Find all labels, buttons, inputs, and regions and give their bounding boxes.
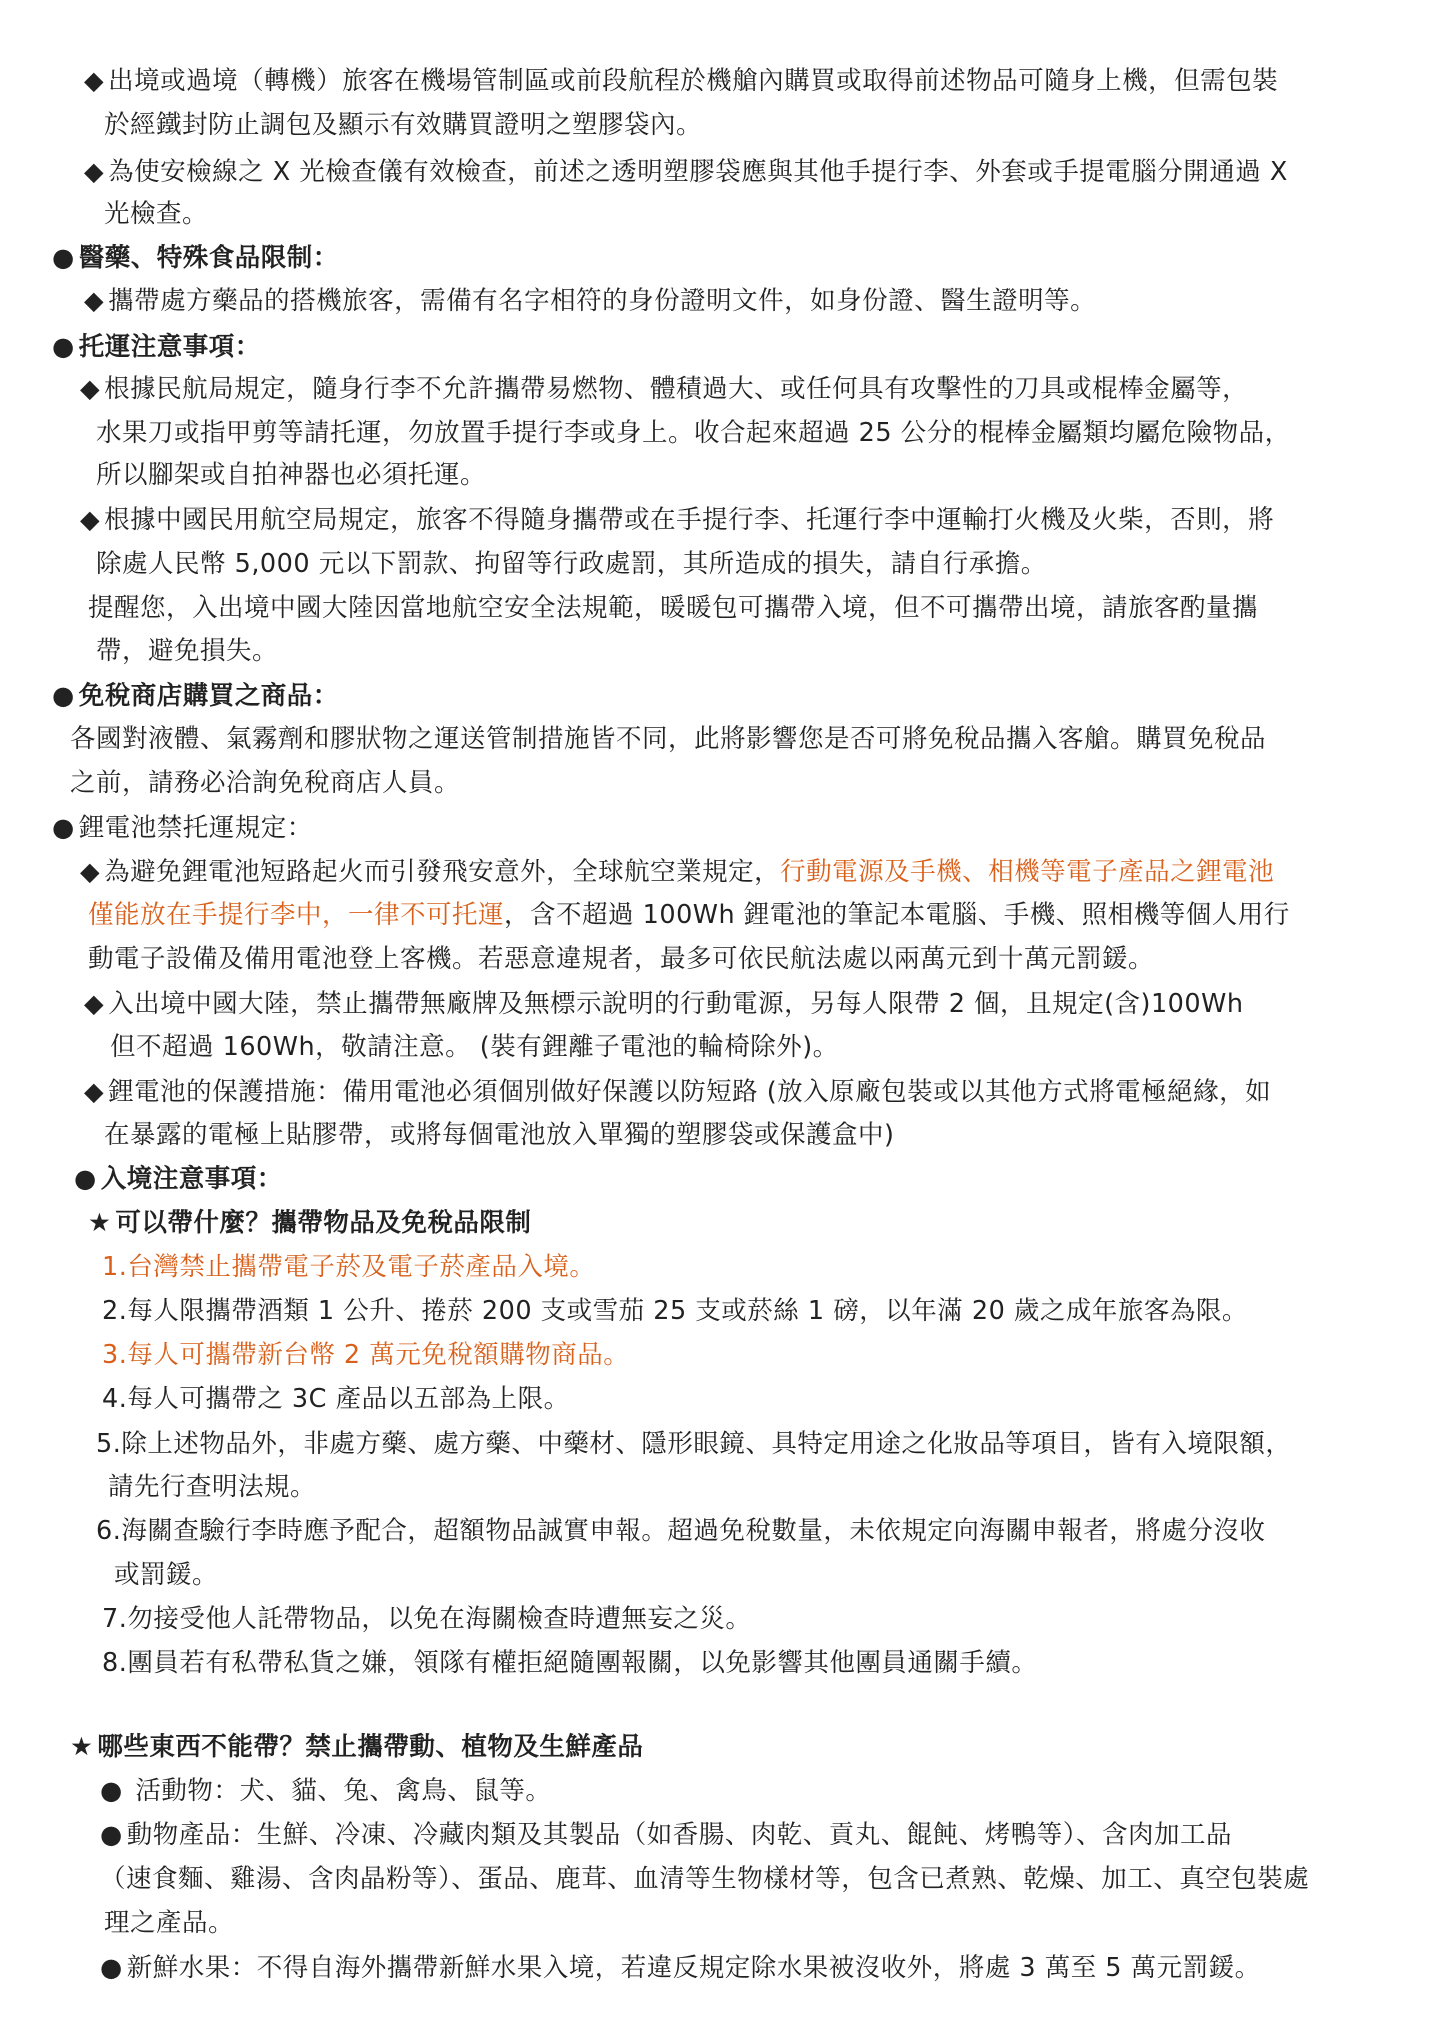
- section-heading-medicine: ● 醫藥、特殊食品限制：: [52, 243, 339, 273]
- numbered-item-7: 7.勿接受他人託帶物品，以免在海關檢查時遭無妄之災。: [102, 1604, 752, 1634]
- body-text: 在暴露的電極上貼膠帶，或將每個電池放入單獨的塑膠袋或保護盒中): [104, 1120, 895, 1150]
- body-text: 請先行查明法規。: [108, 1472, 317, 1502]
- diamond-bullet-item: [80, 372, 1248, 406]
- diamond-bullet-item: [80, 503, 1274, 537]
- body-text: 為避免鋰電池短路起火而引發飛安意外，全球航空業規定，: [104, 857, 781, 887]
- section-heading-duty-free: ● 免稅商店購買之商品：: [52, 681, 339, 711]
- dot-bullet-icon: ●: [100, 1953, 123, 1983]
- diamond-bullet-item: [84, 64, 1278, 98]
- body-text: 帶，避免損失。: [96, 636, 279, 666]
- dot-bullet-icon: ●: [52, 243, 75, 273]
- body-text: 新鮮水果：不得自海外攜帶新鮮水果入境，若違反規定除水果被沒收外，將處 3 萬至 5 萬元罰鍰。: [126, 1953, 1261, 1983]
- subheading-allowed-items: ★ 可以帶什麼？攜帶物品及免稅品限制: [88, 1208, 532, 1238]
- body-text: 光檢查。: [104, 199, 209, 229]
- body-text: 根據中國民用航空局規定，旅客不得隨身攜帶或在手提行李、托運行李中運輸打火機及火柴，否則，將: [104, 505, 1275, 535]
- numbered-item-3: 3.每人可攜帶新台幣 2 萬元免稅額購物商品。: [102, 1340, 630, 1370]
- diamond-bullet-icon: ◆: [84, 66, 105, 96]
- numbered-item-6: 6.海關查驗行李時應予配合，超額物品誠實申報。超過免稅數量，未依規定向海關申報者，將處分沒收: [96, 1516, 1266, 1546]
- body-text: （速食麵、雞湯、含肉晶粉等）、蛋品、鹿茸、血清等生物樣材等，包含已煮熟、乾燥、加工、真空包裝處: [100, 1864, 1310, 1894]
- highlight-text: 僅能放在手提行李中，一律不可托運: [88, 900, 505, 930]
- body-text: 入出境中國大陸，禁止攜帶無廠牌及無標示說明的行動電源，另每人限帶 2 個，且規定(含)100Wh: [108, 989, 1244, 1019]
- body-text: 鋰電池的保護措施：備用電池必須個別做好保護以防短路 (放入原廠包裝或以其他方式將電極絕緣，如: [108, 1077, 1272, 1107]
- dot-bullet-icon: ●: [52, 681, 75, 711]
- body-text: 動物產品：生鮮、冷凍、冷藏肉類及其製品（如香腸、肉乾、貢丸、餛飩、烤鴨等）、含肉加工品: [126, 1820, 1233, 1850]
- body-text: 於經鐵封防止調包及顯示有效購買證明之塑膠袋內。: [104, 110, 703, 140]
- numbered-item-8: 8.團員若有私帶私貨之嫌，領隊有權拒絕隨團報關，以免影響其他團員通關手續。: [102, 1648, 1038, 1678]
- diamond-bullet-icon: ◆: [80, 857, 101, 887]
- body-text: 或罰鍰。: [114, 1560, 219, 1590]
- body-text-line: [88, 898, 1290, 932]
- body-text: 除處人民幣 5,000 元以下罰款、拘留等行政處罰，其所造成的損失，請自行承擔。: [96, 549, 1047, 579]
- diamond-bullet-icon: ◆: [80, 505, 101, 535]
- body-text: 提醒您，入出境中國大陸因當地航空安全法規範，暖暖包可攜帶入境，但不可攜帶出境，請旅客酌量攜: [88, 593, 1259, 623]
- body-text: 但不超過 160Wh，敬請注意。 (裝有鋰離子電池的輪椅除外)。: [110, 1032, 839, 1062]
- star-icon: ★: [70, 1732, 94, 1762]
- body-text: 理之產品。: [104, 1908, 235, 1938]
- dot-bullet-icon: ●: [74, 1164, 97, 1194]
- subheading-prohibited-items: ★ 哪些東西不能帶？禁止攜帶動、植物及生鮮產品: [70, 1732, 644, 1762]
- dot-bullet-icon: ●: [100, 1776, 123, 1806]
- dot-bullet-item: [100, 1818, 1232, 1852]
- highlight-text: 行動電源及手機、相機等電子產品之鋰電池: [780, 857, 1275, 887]
- diamond-bullet-item: [84, 1075, 1271, 1109]
- diamond-bullet-item: [84, 284, 1096, 318]
- body-text: 各國對液體、氣霧劑和膠狀物之運送管制措施皆不同，此將影響您是否可將免稅品攜入客艙。購買免稅品: [70, 724, 1267, 754]
- section-heading-checked-baggage: ● 托運注意事項：: [52, 332, 261, 362]
- diamond-bullet-item: [84, 987, 1244, 1021]
- body-text: 攜帶處方藥品的搭機旅客，需備有名字相符的身份證明文件，如身份證、醫生證明等。: [108, 286, 1097, 316]
- dot-bullet-item: [100, 1774, 551, 1808]
- dot-bullet-icon: ●: [100, 1820, 123, 1850]
- body-text: 動電子設備及備用電池登上客機。若惡意違規者，最多可依民航法處以兩萬元到十萬元罰鍰。: [88, 944, 1155, 974]
- diamond-bullet-item: [84, 155, 1288, 189]
- numbered-item-5: 5.除上述物品外，非處方藥、處方藥、中藥材、隱形眼鏡、具特定用途之化妝品等項目，皆有入境限額，: [96, 1429, 1292, 1459]
- body-text: 根據民航局規定，隨身行李不允許攜帶易燃物、體積過大、或任何具有攻擊性的刀具或棍棒金屬等，: [104, 374, 1249, 404]
- numbered-item-2: 2.每人限攜帶酒類 1 公升、捲菸 200 支或雪茄 25 支或菸絲 1 磅，以年滿 20 歲之成年旅客為限。: [102, 1296, 1248, 1326]
- body-text: 出境或過境（轉機）旅客在機場管制區或前段航程於機艙內購買或取得前述物品可隨身上機，但需包裝: [108, 66, 1279, 96]
- diamond-bullet-icon: ◆: [84, 989, 105, 1019]
- section-heading-lithium-battery: ● 鋰電池禁托運規定：: [52, 813, 313, 843]
- numbered-item-1: 1.台灣禁止攜帶電子菸及電子菸產品入境。: [102, 1252, 596, 1282]
- section-heading-entry: ● 入境注意事項：: [74, 1164, 283, 1194]
- diamond-bullet-icon: ◆: [84, 286, 105, 316]
- diamond-bullet-icon: ◆: [80, 374, 101, 404]
- body-text: 所以腳架或自拍神器也必須托運。: [96, 460, 487, 490]
- body-text: 水果刀或指甲剪等請托運，勿放置手提行李或身上。收合起來超過 25 公分的棍棒金屬類均屬危險物品，: [96, 418, 1291, 448]
- body-text: 活動物：犬、貓、兔、禽鳥、鼠等。: [126, 1776, 552, 1806]
- diamond-bullet-item: [80, 855, 1274, 889]
- star-icon: ★: [88, 1208, 112, 1238]
- dot-bullet-icon: ●: [52, 332, 75, 362]
- dot-bullet-item: [100, 1951, 1261, 1985]
- dot-bullet-icon: ●: [52, 813, 75, 843]
- body-text: ，含不超過 100Wh 鋰電池的筆記本電腦、手機、照相機等個人用行: [504, 900, 1290, 930]
- numbered-item-4: 4.每人可攜帶之 3C 產品以五部為上限。: [102, 1384, 570, 1414]
- body-text: 為使安檢線之 X 光檢查儀有效檢查，前述之透明塑膠袋應與其他手提行李、外套或手提電腦分開通過 X: [108, 157, 1288, 187]
- diamond-bullet-icon: ◆: [84, 157, 105, 187]
- diamond-bullet-icon: ◆: [84, 1077, 105, 1107]
- body-text: 之前，請務必洽詢免稅商店人員。: [70, 768, 461, 798]
